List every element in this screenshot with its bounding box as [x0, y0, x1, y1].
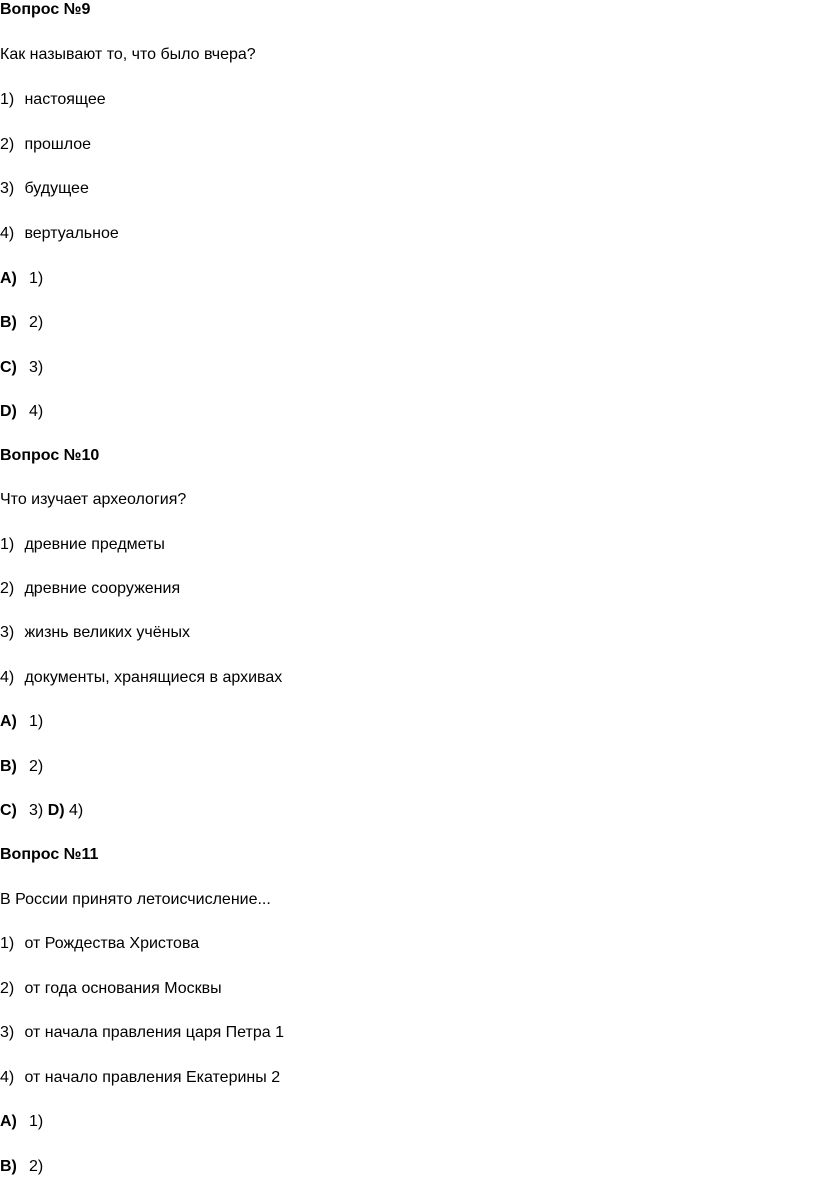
answer-value: 1)	[29, 713, 44, 730]
question-10-option-3	[0, 623, 190, 643]
question-11-option-2	[0, 979, 222, 999]
question-11-option-4	[0, 1068, 280, 1088]
answer-letter: C)	[0, 359, 17, 376]
answer-letter: A)	[0, 713, 17, 730]
option-number: 1)	[0, 91, 15, 108]
question-10-answer-b	[0, 757, 43, 777]
question-10-title: Вопрос №10	[0, 447, 100, 464]
question-11-title: Вопрос №11	[0, 846, 99, 863]
option-text: древние сооружения	[24, 580, 181, 597]
answer-value: 2)	[29, 1158, 44, 1175]
option-number: 1)	[0, 935, 15, 952]
option-text: от года основания Москвы	[24, 980, 222, 997]
question-10-answer-a	[0, 712, 43, 732]
question-9-title: Вопрос №9	[0, 1, 91, 18]
question-9-option-2	[0, 135, 91, 155]
answer-letter: B)	[0, 758, 17, 775]
option-number: 3)	[0, 180, 15, 197]
question-10-option-1	[0, 535, 165, 555]
option-text: жизнь великих учёных	[24, 624, 190, 641]
option-text: от начала правления царя Петра 1	[24, 1024, 285, 1041]
question-10-answer-cd	[0, 801, 83, 821]
option-number: 2)	[0, 136, 15, 153]
option-text: настоящее	[24, 91, 106, 108]
answer-letter: B)	[0, 314, 17, 331]
question-9-option-4	[0, 224, 119, 244]
question-11-answer-a	[0, 1112, 43, 1132]
option-text: древние предметы	[24, 536, 165, 553]
question-11-text: В России принято летоисчисление...	[0, 891, 271, 908]
option-text: документы, хранящиеся в архивах	[24, 669, 283, 686]
answer-letter: A)	[0, 270, 17, 287]
answer-value: 4)	[69, 802, 84, 819]
answer-value: 1)	[29, 270, 44, 287]
option-number: 2)	[0, 980, 15, 997]
answer-letter: A)	[0, 1113, 17, 1130]
option-text: будущее	[24, 180, 89, 197]
answer-value: 2)	[29, 314, 44, 331]
answer-letter: D)	[47, 802, 65, 819]
question-9-option-1	[0, 90, 106, 110]
question-10-option-2	[0, 579, 180, 599]
option-number: 4)	[0, 669, 15, 686]
question-11-answer-b	[0, 1157, 43, 1177]
option-text: от начало правления Екатерины 2	[24, 1069, 281, 1086]
question-10-option-4	[0, 668, 282, 688]
question-9-option-3	[0, 179, 89, 199]
answer-letter: C)	[0, 802, 17, 819]
answer-letter: B)	[0, 1158, 17, 1175]
option-text: вертуальное	[24, 225, 119, 242]
question-11-option-1	[0, 934, 199, 954]
question-9-text: Как называют то, что было вчера?	[0, 46, 256, 63]
answer-value: 3)	[29, 802, 44, 819]
answer-value: 2)	[29, 758, 44, 775]
option-number: 4)	[0, 1069, 15, 1086]
option-number: 3)	[0, 624, 15, 641]
option-number: 3)	[0, 1024, 15, 1041]
option-text: прошлое	[24, 136, 92, 153]
question-9-answer-b	[0, 313, 43, 333]
answer-value: 1)	[29, 1113, 44, 1130]
question-9-answer-c	[0, 358, 43, 378]
option-number: 4)	[0, 225, 15, 242]
question-11-option-3	[0, 1023, 284, 1043]
option-number: 1)	[0, 536, 15, 553]
question-9-answer-a	[0, 269, 43, 289]
option-number: 2)	[0, 580, 15, 597]
answer-value: 3)	[29, 359, 44, 376]
option-text: от Рождества Христова	[24, 935, 200, 952]
answer-value: 4)	[29, 403, 44, 420]
answer-letter: D)	[0, 403, 17, 420]
question-9-answer-d	[0, 402, 43, 422]
question-10-text: Что изучает археология?	[0, 491, 187, 508]
